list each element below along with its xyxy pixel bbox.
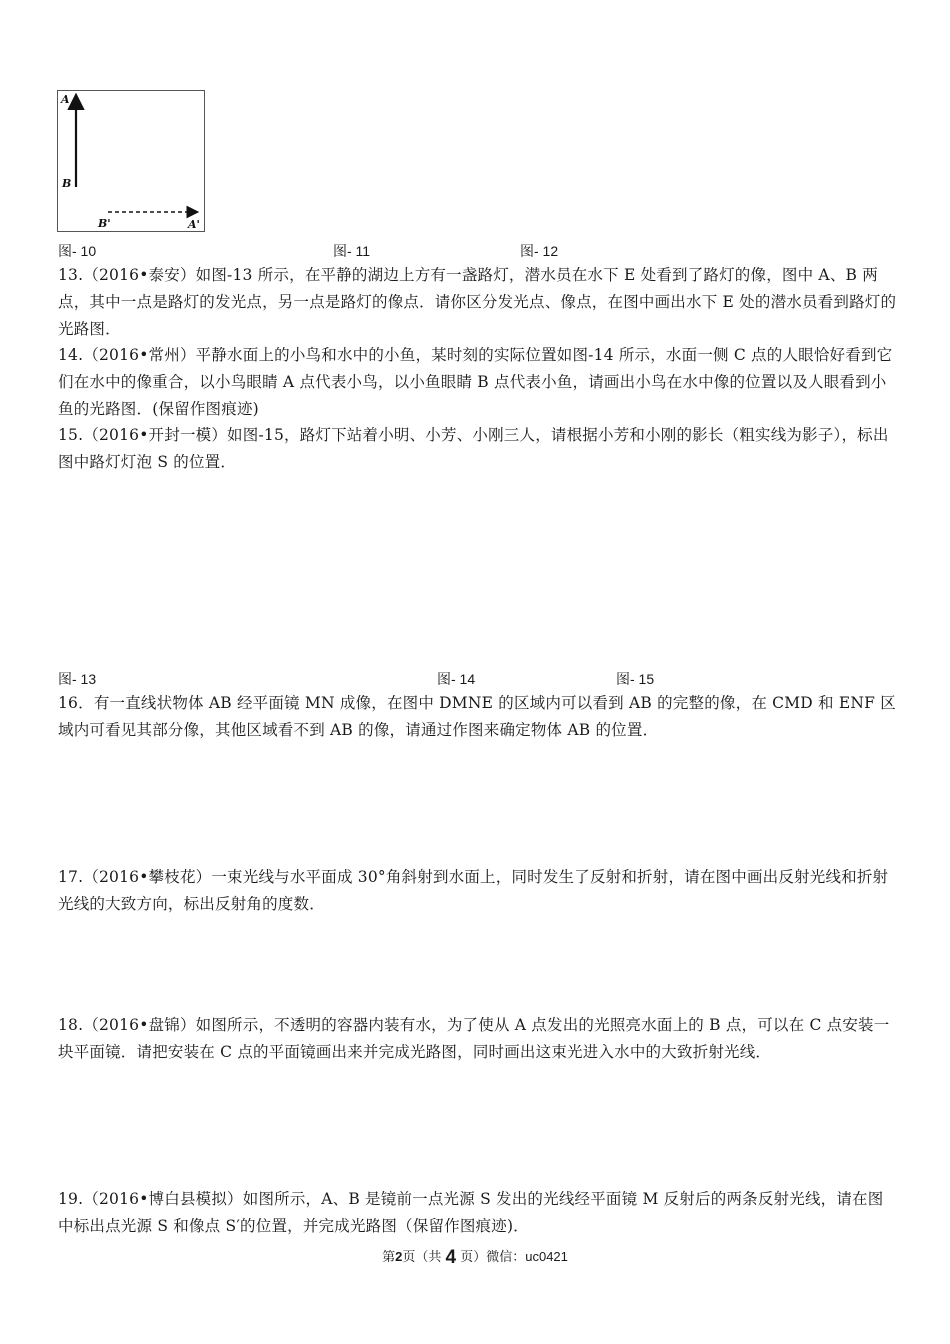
label-a-prime: A' [188, 218, 200, 231]
question-15: 15.（2016•开封一模）如图-15，路灯下站着小明、小芳、小刚三人，请根据小芳和小刚的影长（粗实线为影子），标出图中路灯灯泡 S 的位置． [58, 426, 889, 471]
label-b: B [62, 177, 72, 190]
footer-total-pages: 4 [445, 1247, 457, 1268]
figure-10-label: 图- 10 [58, 243, 97, 259]
figure-11-label: 图- 11 [333, 243, 371, 259]
footer-wechat-id: uc0421 [525, 1249, 568, 1264]
figure-13-label: 图- 13 [58, 671, 97, 687]
label-a: A [61, 93, 70, 106]
figure-15-label: 图- 15 [616, 671, 655, 687]
figure-14-label: 图- 14 [437, 671, 476, 687]
page-footer [0, 1246, 950, 1269]
figure-12-label: 图- 12 [520, 243, 559, 259]
question-18: 18.（2016•盘锦）如图所示，不透明的容器内装有水，为了使从 A 点发出的光照亮水面上的 B 点，可以在 C 点安装一块平面镜．请把安装在 C 点的平面镜画出来并完成光路图，同时画出这束光进入水中的大致折射光线． [58, 1016, 890, 1061]
figure-10-svg [58, 91, 204, 231]
figure-10-diagram [57, 90, 205, 232]
question-17: 17.（2016•攀枝花）一束光线与水平面成 30°角斜射到水面上，同时发生了反射和折射，请在图中画出反射光线和折射光线的大致方向，标出反射角的度数． [58, 868, 889, 913]
footer-prefix: 第 [382, 1250, 396, 1265]
footer-suffix: 页）微信： [460, 1250, 526, 1265]
question-13: 13.（2016•泰安）如图-13 所示，在平静的湖边上方有一盏路灯，潜水员在水下 E 处看到了路灯的像，图中 A、B 两点，其中一点是路灯的发光点，另一点是路灯的像点．请你区分发光点、像点，在图中画出水下 E 处的潜水员看到路灯的光路图． [58, 266, 897, 338]
question-19: 19.（2016•博白县模拟）如图所示，A、B 是镜前一点光源 S 发出的光线经平面镜 M 反射后的两条反射光线，请在图中标出点光源 S 和像点 S′的位置，并完成光路图（保留作图痕迹)． [58, 1190, 884, 1235]
label-b-prime: B' [98, 217, 111, 230]
footer-page-number: 2 [395, 1249, 403, 1264]
footer-mid: 页（共 [402, 1250, 442, 1265]
question-16: 16．有一直线状物体 AB 经平面镜 MN 成像，在图中 DMNE 的区域内可以看到 AB 的完整的像，在 CMD 和 ENF 区域内可看见其部分像，其他区域看不到 AB 的像，请通过作图来确定物体 AB 的位置． [58, 694, 896, 739]
question-14: 14.（2016•常州）平静水面上的小鸟和水中的小鱼，某时刻的实际位置如图-14 所示，水面一侧 C 点的人眼恰好看到它们在水中的像重合，以小鸟眼睛 A 点代表小鸟，以小鱼眼睛 B 点代表小鱼，请画出小鸟在水中像的位置以及人眼看到小鱼的光路图．(保留作图痕迹) [58, 346, 893, 418]
